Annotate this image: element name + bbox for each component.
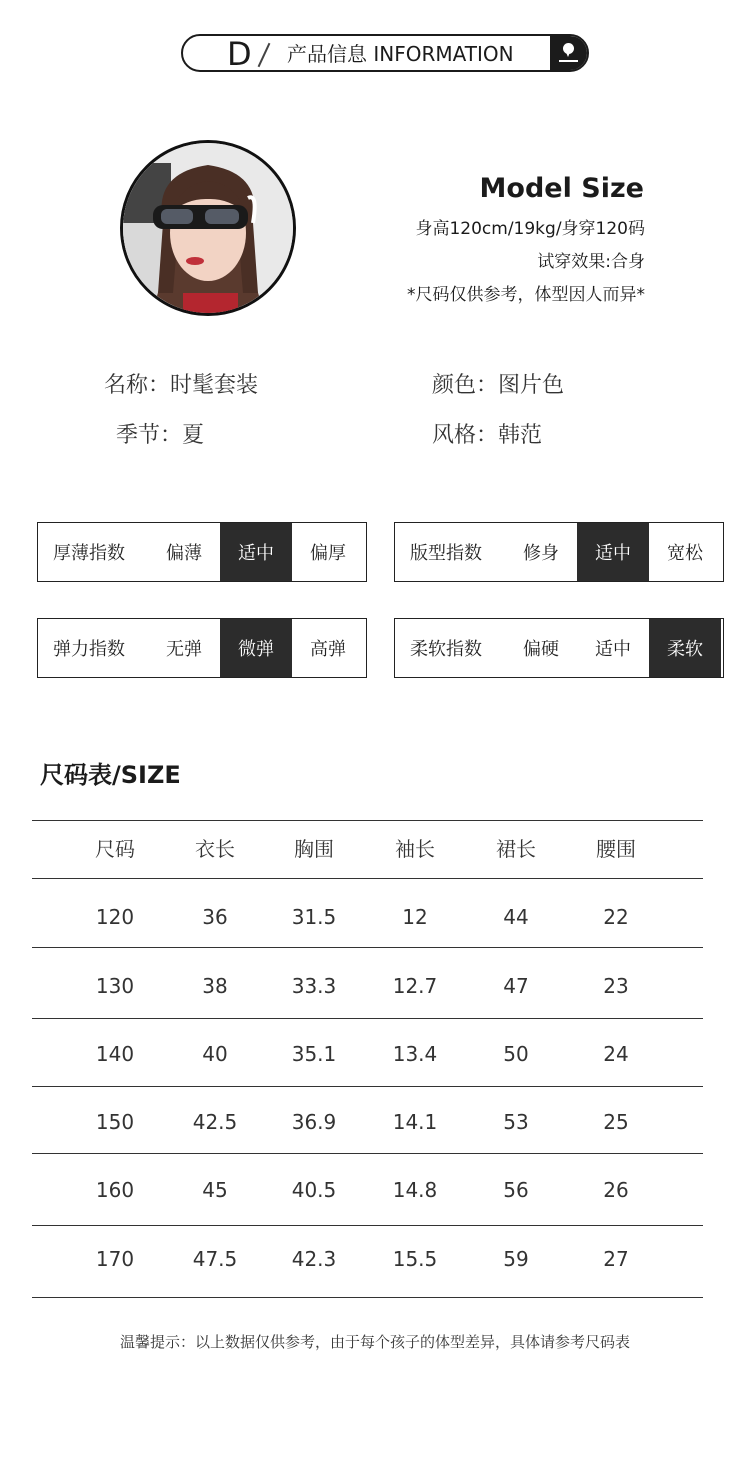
table-cell: 12 [402,905,428,929]
header-divider [258,43,271,67]
size-footnote: 温馨提示：以上数据仅供参考，由于每个孩子的体型差异，具体请参考尺码表 [119,1333,630,1351]
index-box-elasticity [37,618,367,678]
table-cell: 12.7 [392,974,438,998]
table-cell: 160 [95,1178,135,1202]
table-rule [32,878,703,879]
table-cell: 40 [202,1042,228,1066]
table-cell: 120 [95,905,135,929]
table-cell: 59 [503,1247,529,1271]
table-cell: 150 [95,1110,135,1134]
table-cell: 47.5 [192,1247,238,1271]
model-photo [120,140,296,316]
table-cell: 27 [603,1247,629,1271]
index-option-selected: 适中 [220,523,292,581]
table-rule [32,1153,703,1154]
index-title: 柔软指数 [410,639,482,660]
model-portrait-image [123,143,293,313]
location-pin-icon [550,35,588,72]
index-option: 宽松 [667,543,703,564]
index-option: 无弹 [166,639,202,660]
table-rule [32,1297,703,1298]
table-cell: 130 [95,974,135,998]
index-option-selected: 适中 [577,523,649,581]
table-cell: 56 [503,1178,529,1202]
table-cell: 31.5 [291,905,337,929]
table-cell: 25 [603,1110,629,1134]
table-cell: 35.1 [291,1042,337,1066]
index-option: 偏薄 [166,543,202,564]
header-letter: D [227,35,252,72]
section-header [181,34,589,72]
product-name: 名称：时髦套装 [104,373,259,398]
table-rule [32,947,703,948]
table-row [32,976,703,996]
index-title: 厚薄指数 [53,543,125,564]
index-option-selected: 柔软 [649,619,721,677]
table-cell: 15.5 [392,1247,438,1271]
table-cell: 22 [603,905,629,929]
table-cell: 36 [202,905,228,929]
table-header-cell: 衣长 [195,837,235,861]
model-size-note: *尺码仅供参考，体型因人而异* [407,285,645,305]
table-cell: 13.4 [392,1042,438,1066]
table-header-cell: 腰围 [596,837,636,861]
product-color: 颜色：图片色 [432,373,565,398]
table-cell: 42.3 [291,1247,337,1271]
table-rule [32,1018,703,1019]
table-cell: 38 [202,974,228,998]
table-cell: 24 [603,1042,629,1066]
table-cell: 140 [95,1042,135,1066]
index-box-fit [394,522,724,582]
size-chart-title: 尺码表/SIZE [40,761,181,789]
index-option-selected: 微弹 [220,619,292,677]
table-row [32,1249,703,1269]
table-cell: 14.1 [392,1110,438,1134]
index-option: 偏硬 [523,639,559,660]
product-season: 季节：夏 [116,423,205,448]
table-cell: 14.8 [392,1178,438,1202]
table-header-cell: 裙长 [496,837,536,861]
index-title: 弹力指数 [53,639,125,660]
header-title: 产品信息 INFORMATION [287,42,514,66]
index-option: 偏厚 [310,543,346,564]
table-cell: 170 [95,1247,135,1271]
index-option: 修身 [523,543,559,564]
table-rule [32,820,703,821]
table-cell: 50 [503,1042,529,1066]
model-size-title: Model Size [479,173,644,204]
table-cell: 47 [503,974,529,998]
table-cell: 45 [202,1178,228,1202]
table-header-cell: 袖长 [395,837,435,861]
model-measurements: 身高120cm/19kg/身穿120码 [415,219,645,239]
index-box-softness [394,618,724,678]
table-rule [32,1086,703,1087]
index-option: 适中 [595,639,631,660]
table-row [32,1044,703,1064]
table-header-cell: 胸围 [294,837,334,861]
model-fit-result: 试穿效果:合身 [537,252,645,272]
table-cell: 44 [503,905,529,929]
table-row [32,1180,703,1200]
table-rule [32,1225,703,1226]
table-header-cell: 尺码 [95,837,135,861]
table-cell: 26 [603,1178,629,1202]
table-cell: 53 [503,1110,529,1134]
table-cell: 36.9 [291,1110,337,1134]
index-title: 版型指数 [410,543,482,564]
product-style: 风格：韩范 [432,423,543,448]
table-cell: 33.3 [291,974,337,998]
table-cell: 23 [603,974,629,998]
table-cell: 42.5 [192,1110,238,1134]
table-row [32,1112,703,1132]
index-box-thickness [37,522,367,582]
table-row [32,907,703,927]
table-cell: 40.5 [291,1178,337,1202]
index-option: 高弹 [310,639,346,660]
table-header-row [32,839,703,859]
